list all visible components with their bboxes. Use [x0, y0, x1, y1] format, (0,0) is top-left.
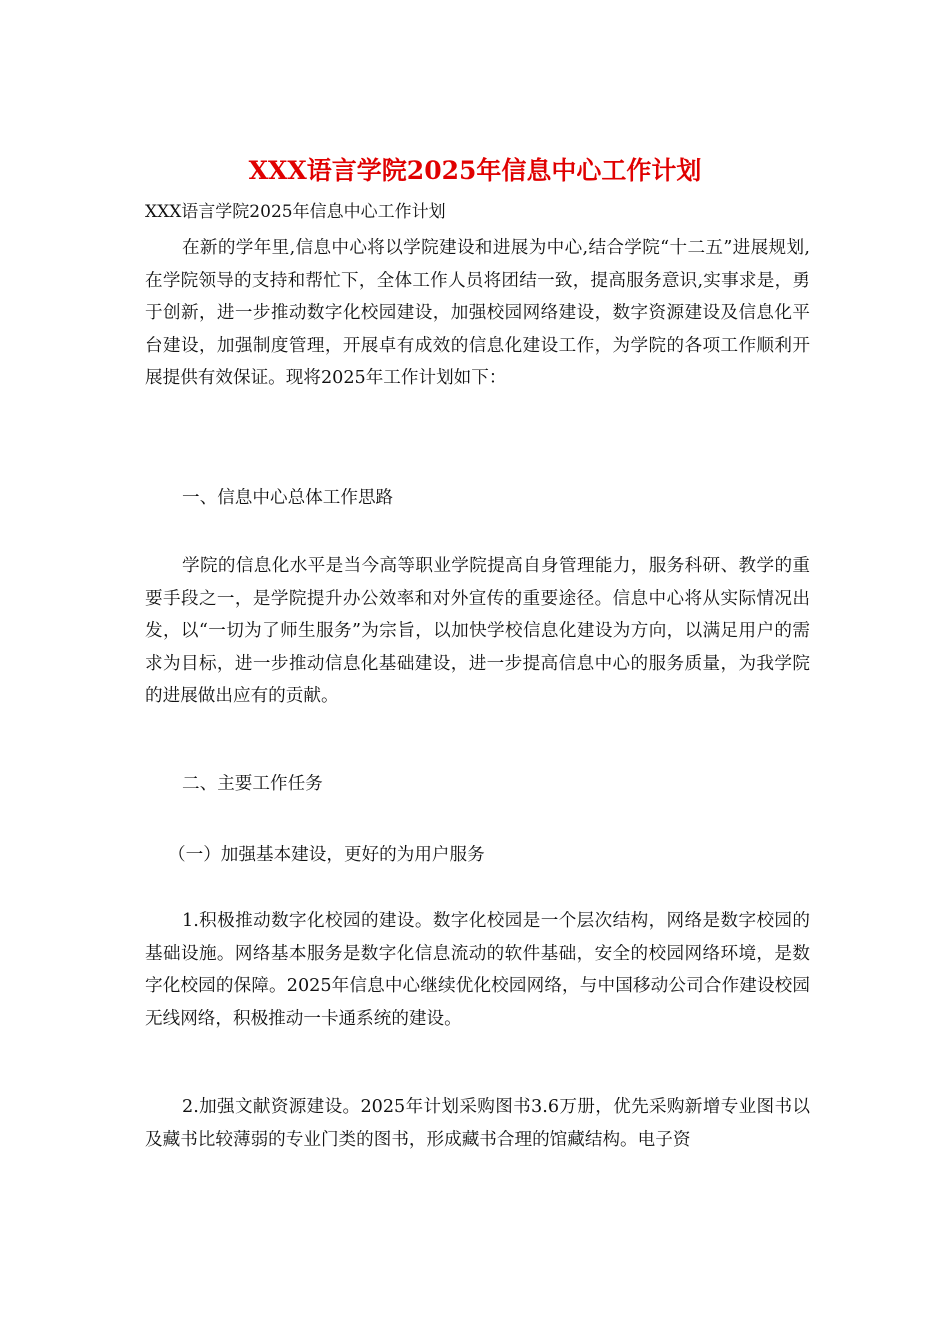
item-1-paragraph: 1.积极推动数字化校园的建设。数字化校园是一个层次结构，网络是数字校园的基础设施。网络基本服务是数字化信息流动的软件基础，安全的校园网络环境，是数字化校园的保障。2025年信息中心继续优化校园网络，与中国移动公司合作建设校园无线网络，积极推动一卡通系统的建设。: [145, 911, 810, 1029]
subsection-heading-1: （一）加强基本建设，更好的为用户服务: [168, 845, 485, 865]
item-2-paragraph: 2.加强文献资源建设。2025年计划采购图书3.6万册，优先采购新增专业图书以及藏书比较薄弱的专业门类的图书，形成藏书合理的馆藏结构。电子资: [145, 1097, 810, 1150]
document-title: XXX语言学院2025年信息中心工作计划: [248, 156, 702, 185]
intro-paragraph: 在新的学年里,信息中心将以学院建设和进展为中心,结合学院“十二五”进展规划,在学院领导的支持和帮忙下，全体工作人员将团结一致，提高服务意识,实事求是，勇于创新，进一步推动数字化校园建设，加强校园网络建设，数字资源建设及信息化平台建设，加强制度管理，开展卓有成效的信息化建设工作，为学院的各项工作顺利开展提供有效保证。现将2025年工作计划如下：: [145, 238, 810, 388]
document-subtitle: XXX语言学院2025年信息中心工作计划: [145, 202, 446, 222]
section-heading-1: 一、信息中心总体工作思路: [182, 488, 394, 508]
section-heading-2: 二、主要工作任务: [182, 774, 323, 794]
section-1-paragraph: 学院的信息化水平是当今高等职业学院提高自身管理能力，服务科研、教学的重要手段之一，是学院提升办公效率和对外宣传的重要途径。信息中心将从实际情况出发，以“一切为了师生服务”为宗旨，以加快学校信息化建设为方向，以满足用户的需求为目标，进一步推动信息化基础建设，进一步提高信息中心的服务质量，为我学院的进展做出应有的贡献。: [145, 556, 810, 706]
